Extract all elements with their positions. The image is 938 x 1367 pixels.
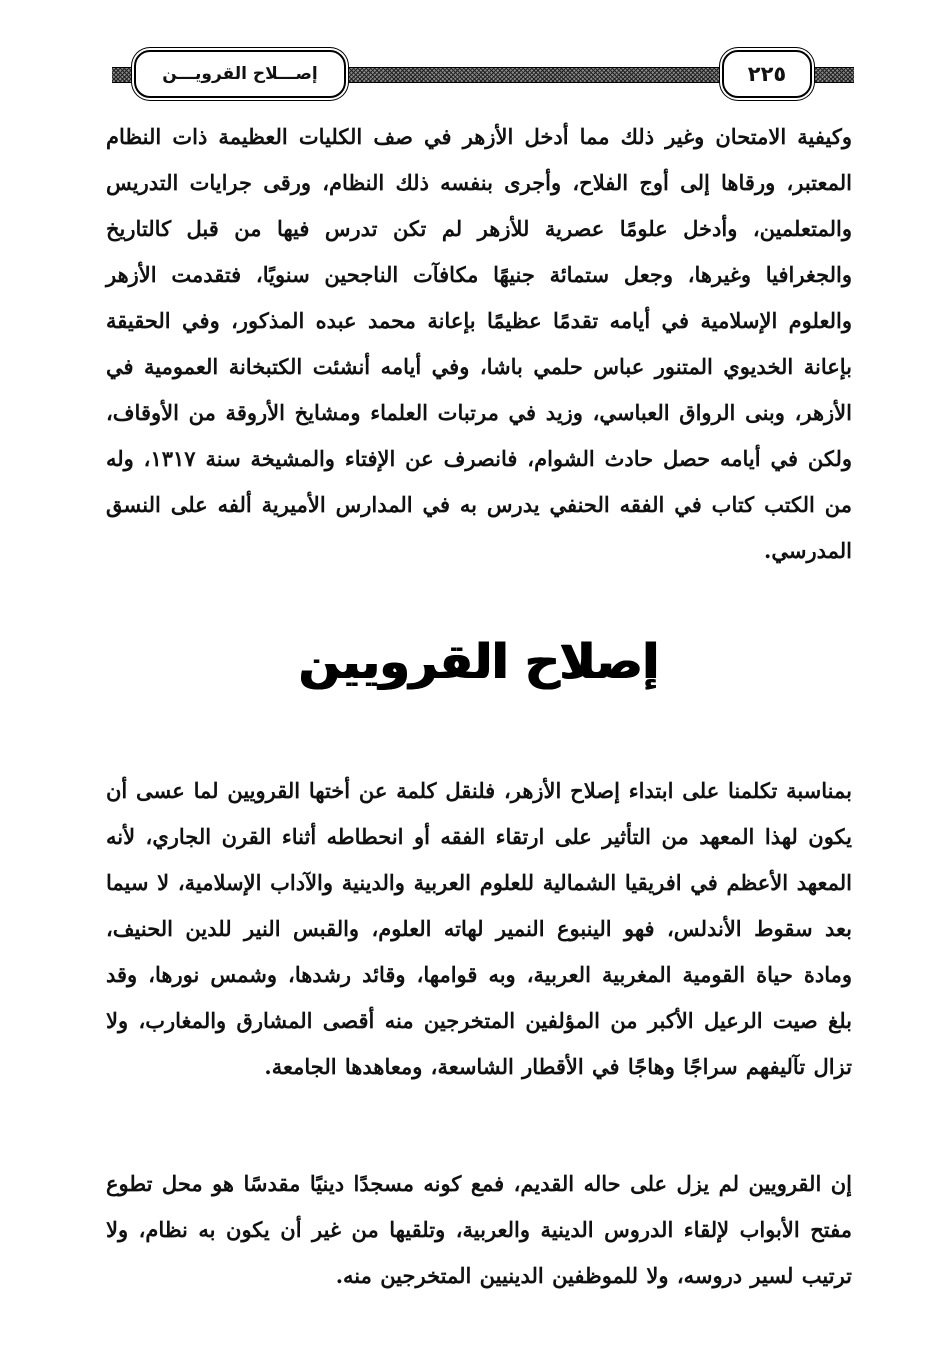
paragraph-qarawiyyin-state: إن القرويين لم يزل على حاله القديم، فمع كونه مسجدًا دينيًا مقدسًا هو محل تطوع مفتح الأبواب لإلقاء الدروس الدينية والعربية، وتلقيها من غير أن يكون به نظام، ولا ترتيب لسير دروسه، ولا للموظفين الدينيين المتخرجين منه.	[106, 1171, 852, 1288]
paragraph-al-azhar-reform: وكيفية الامتحان وغير ذلك مما أدخل الأزهر في صف الكليات العظيمة ذات النظام المعتبر، ورقاها إلى أوج الفلاح، وأجرى بنفسه ذلك النظام، ورقى جرايات التدريس والمتعلمين، وأدخل علومًا عصرية للأزهر لم تكن تدرس فيها من قبل كالتاريخ والجغرافيا وغيرها، وجعل ستمائة جنيهًا مكافآت الناجحين سنويًا، فتقدمت الأزهر والعلوم الإسلامية في أيامه تقدمًا عظيمًا بإعانة محمد عبده المذكور، وفي الحقيقة بإعانة الخديوي المتنور عباس حلمي باشا، وفي أيامه أنشئت الكتبخانة العمومية في الأزهر، وبنى الرواق العباسي، وزيد في مرتبات العلماء ومشايخ الأروقة من الأوقاف، ولكن في أيامه حصل حادث الشوام، فانصرف عن الإفتاء والمشيخة سنة ١٣١٧، وله من الكتب كتاب في الفقه الحنفي يدرس به في المدارس الأميرية ألفه على النسق المدرسي.	[106, 124, 852, 563]
section-title: إصلاح القرويين	[298, 634, 660, 690]
paragraph-qarawiyyin-intro: بمناسبة تكلمنا على ابتداء إصلاح الأزهر، فلنقل كلمة عن أختها القرويين لما عسى أن يكون لهذا المعهد من التأثير على ارتقاء الفقه أو انحطاطه أثناء القرن الجاري، لأنه المعهد الأعظم في افريقيا الشمالية للعلوم العربية والدينية والآداب الإسلامية، لا سيما بعد سقوط الأندلس، فهو الينبوع النمير لهاته العلوم، والقبس النير للدين الحنيف، ومادة حياة القومية المغربية العربية، وبه قوامها، وقائد رشدها، وشمس نورها، وقد بلغ صيت الرعيل الأكبر من المؤلفين المتخرجين منه أقصى المشارق والمغارب، ولا تزال تآليفهم سراجًا وهاجًا في الأقطار الشاسعة، ومعاهدها الجامعة.	[106, 778, 852, 1079]
page-number: ٢٢٥	[722, 50, 812, 98]
running-header	[112, 50, 854, 100]
running-title: إصـــلاح القرويـــن	[134, 50, 346, 98]
